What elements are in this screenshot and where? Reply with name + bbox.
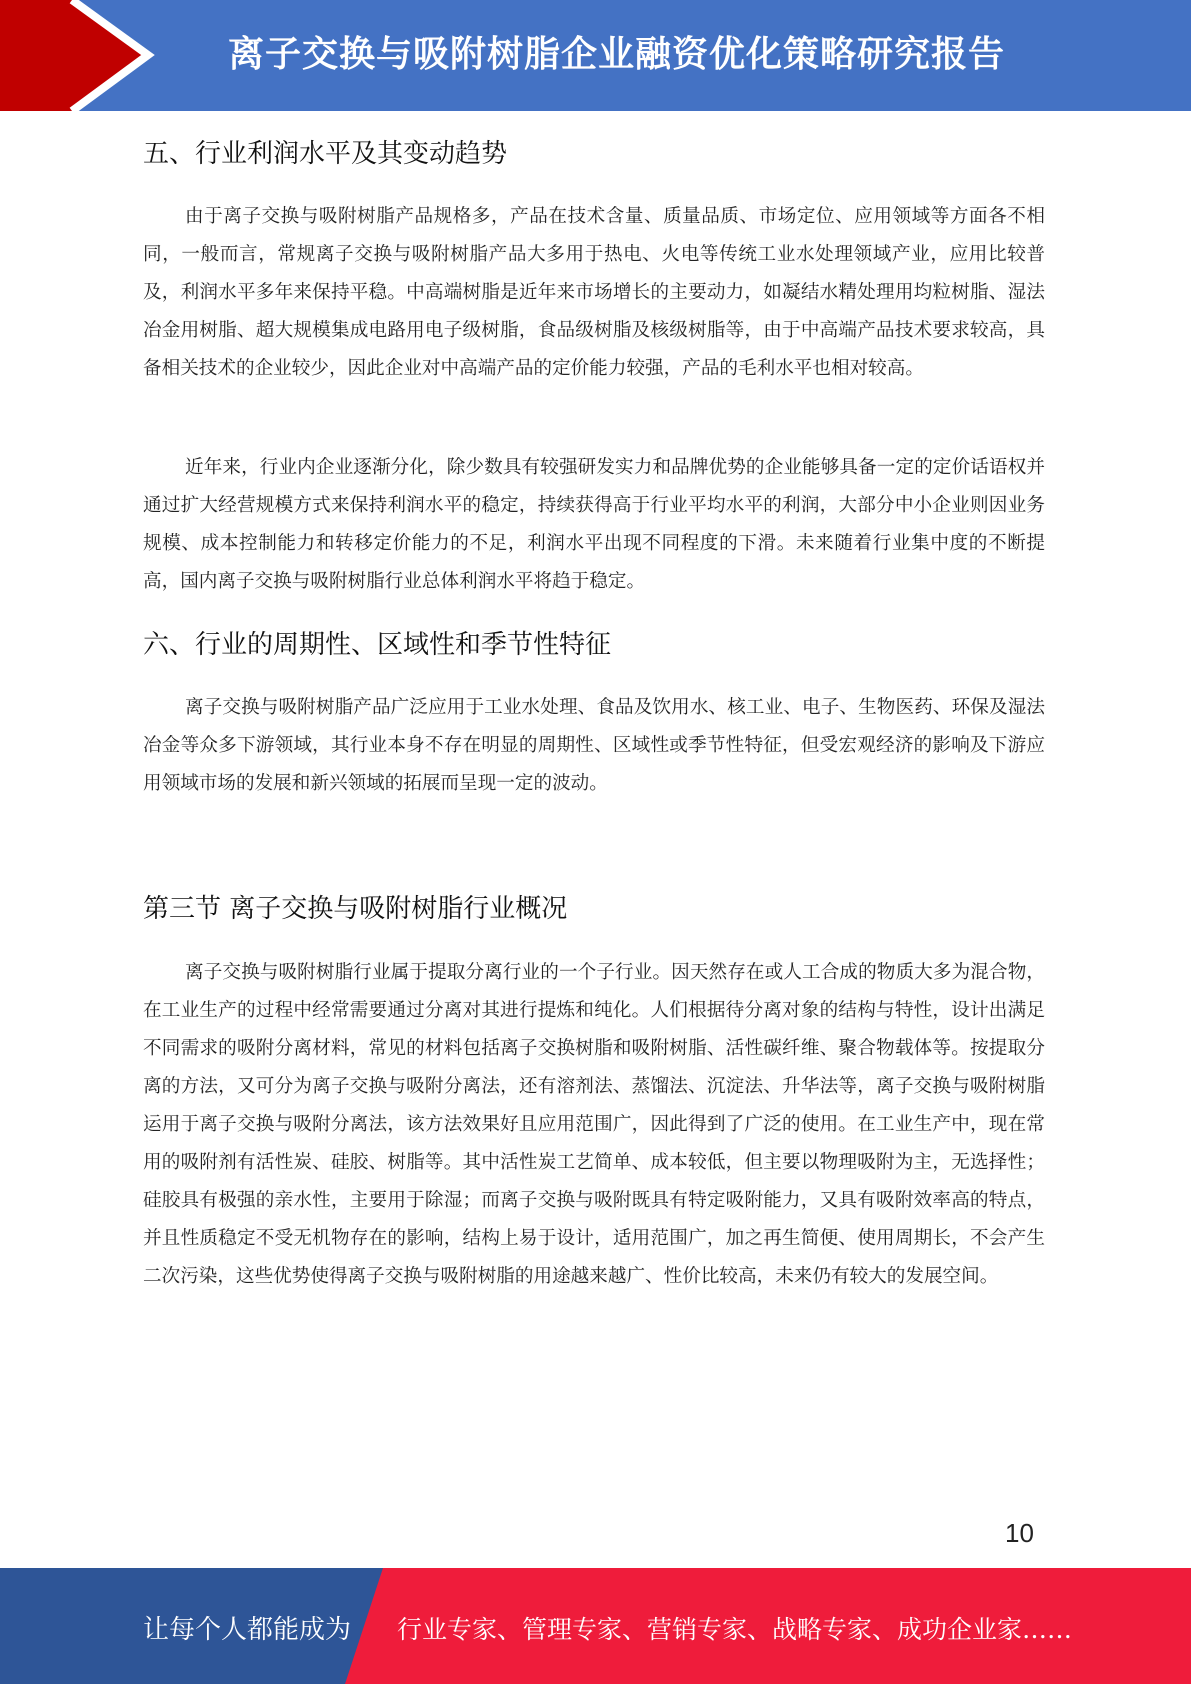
paragraph-profit-1: 由于离子交换与吸附树脂产品规格多，产品在技术含量、质量品质、市场定位、应用领域等方面各不相同，一般而言，常规离子交换与吸附树脂产品大多用于热电、火电等传统工业水处理领域产业，应用比较普及，利润水平多年来保持平稳。中高端树脂是近年来市场增长的主要动力，如凝结水精处理用均粒树脂、湿法冶金用树脂、超大规模集成电路用电子级树脂，食品级树脂及核级树脂等，由于中高端产品技术要求较高，具备相关技术的企业较少，因此企业对中高端产品的定价能力较强，产品的毛利水平也相对较高。 [143, 206, 1045, 379]
red-chevron-decoration [0, 0, 160, 111]
page-header [0, 0, 1191, 111]
section-heading-cyclicality: 六、行业的周期性、区域性和季节性特征 [143, 630, 612, 660]
paragraph-profit-2: 近年来，行业内企业逐渐分化，除少数具有较强研发实力和品牌优势的企业能够具备一定的定价话语权并通过扩大经营规模方式来保持利润水平的稳定，持续获得高于行业平均水平的利润，大部分中小企业则因业务规模、成本控制能力和转移定价能力的不足，利润水平出现不同程度的下滑。未来随着行业集中度的不断提高，国内离子交换与吸附树脂行业总体利润水平将趋于稳定。 [143, 457, 1045, 592]
page-footer [0, 1568, 1191, 1684]
footer-slogan-left: 让每个人都能成为 [143, 1615, 352, 1645]
paragraph-cyclicality: 离子交换与吸附树脂产品广泛应用于工业水处理、食品及饮用水、核工业、电子、生物医药、环保及湿法冶金等众多下游领域，其行业本身不存在明显的周期性、区域性或季节性特征，但受宏观经济的影响及下游应用领域市场的发展和新兴领域的拓展而呈现一定的波动。 [143, 697, 1045, 794]
section-heading-profit: 五、行业利润水平及其变动趋势 [143, 139, 508, 169]
footer-slogan-right: 行业专家、管理专家、营销专家、战略专家、成功企业家…… [397, 1615, 1073, 1644]
chapter-heading-overview: 第三节 离子交换与吸附树脂行业概况 [143, 894, 568, 924]
page-number: 10 [1005, 1518, 1034, 1548]
report-title: 离子交换与吸附树脂企业融资优化策略研究报告 [228, 34, 1006, 75]
paragraph-overview: 离子交换与吸附树脂行业属于提取分离行业的一个子行业。因天然存在或人工合成的物质大多为混合物，在工业生产的过程中经常需要通过分离对其进行提炼和纯化。人们根据待分离对象的结构与特性，设计出满足不同需求的吸附分离材料，常见的材料包括离子交换树脂和吸附树脂、活性碳纤维、聚合物载体等。按提取分离的方法，又可分为离子交换与吸附分离法，还有溶剂法、蒸馏法、沉淀法、升华法等，离子交换与吸附树脂运用于离子交换与吸附分离法，该方法效果好且应用范围广，因此得到了广泛的使用。在工业生产中，现在常用的吸附剂有活性炭、硅胶、树脂等。其中活性炭工艺简单、成本较低，但主要以物理吸附为主，无选择性；硅胶具有极强的亲水性，主要用于除湿；而离子交换与吸附既具有特定吸附能力，又具有吸附效率高的特点，并且性质稳定不受无机物存在的影响，结构上易于设计，适用范围广，加之再生简便、使用周期长，不会产生二次污染，这些优势使得离子交换与吸附树脂的用途越来越广、性价比较高，未来仍有较大的发展空间。 [143, 962, 1045, 1287]
